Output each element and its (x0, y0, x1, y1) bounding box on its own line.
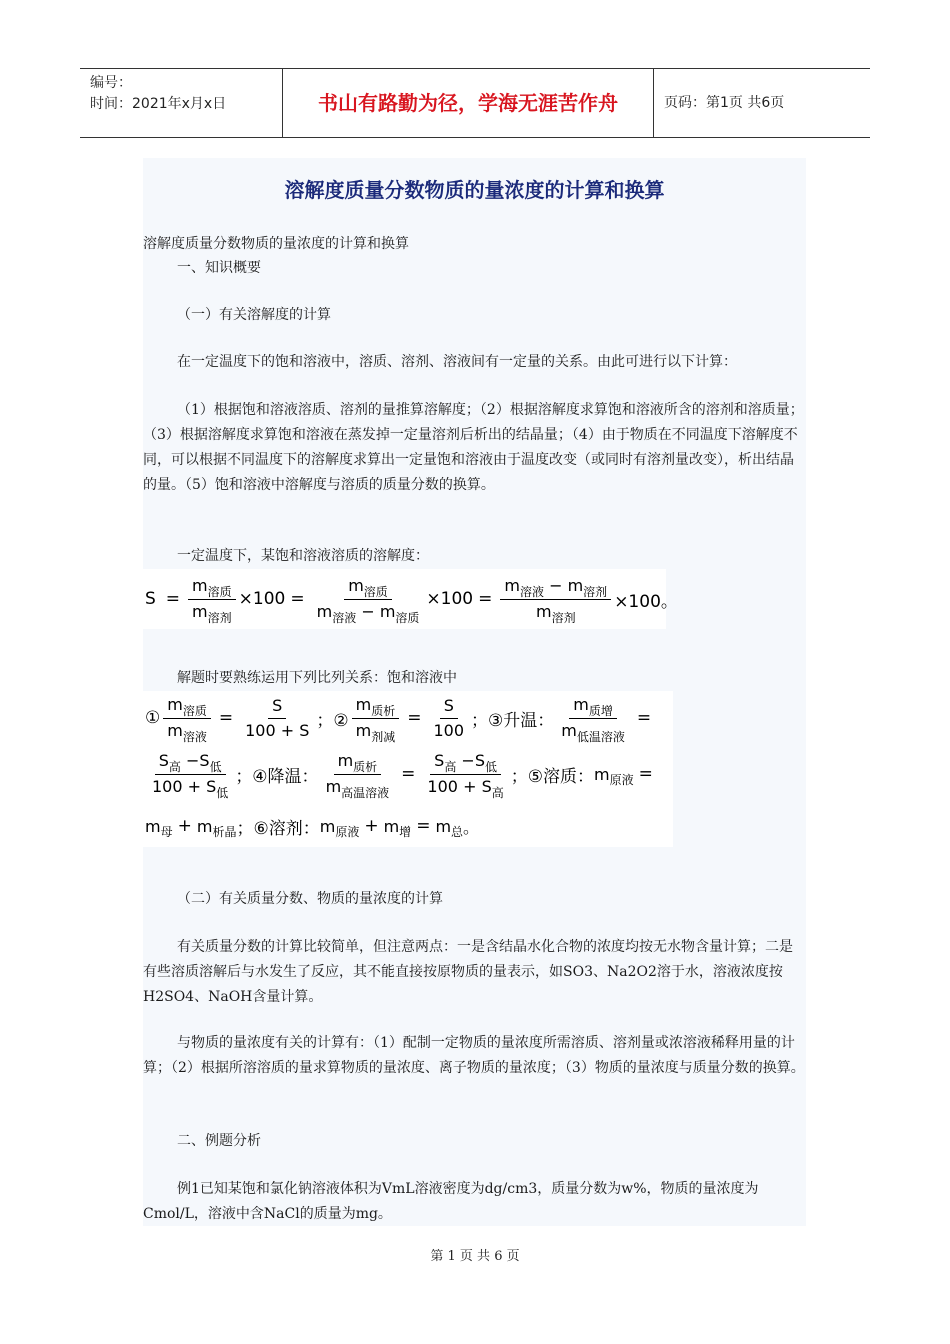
paragraph-molar-concentration: 与物质的量浓度有关的计算有：（1）配制一定物质的量浓度所需溶质、溶剂量或浓溶液稀释用量的计算；（2）根据所溶溶质的量求算物质的量浓度、离子物质的量浓度；（3）物质的量浓度与质量分数的换算。 (143, 1035, 805, 1076)
formula-equals: = (165, 589, 181, 609)
solubility-formula: S = $\frac{m_{溶质}}{m_{溶剂}}$ ×100 = $\frac{m_{溶质}}{m_{溶液} - m_{溶质}}$ ×100 = $\frac{m_{溶液} - m_{溶剂}}{m_{溶剂}}$ ×100。 (143, 569, 666, 629)
paragraph-calculation-types: （1）根据饱和溶液溶质、溶剂的量推算溶解度；（2）根据溶解度求算饱和溶液所含的溶剂和溶质量；（3）根据溶解度求算饱和溶液在蒸发掉一定量溶剂后析出的结晶量；（4）由于物质在不同温度下溶解度不同，可以根据不同温度下的溶解度求算出一定量饱和溶液由于温度改变（或同时有溶剂量改变），析出结晶的量。（5）饱和溶液中溶解度与溶质的质量分数的换算。 (143, 402, 804, 493)
paragraph-solubility-definition: 一定温度下，某饱和溶液溶质的溶解度： (177, 548, 429, 564)
article-body (143, 158, 806, 1226)
fraction-difference-over-solvent: $\frac{m_{溶液} - m_{溶剂}}{m_{溶剂}}$ (500, 576, 611, 623)
paragraph-subtitle: 溶解度质量分数物质的量浓度的计算和换算 (143, 236, 409, 252)
header-page-number: 页码：第1页 共6页 (664, 95, 785, 111)
subsection-heading-concentration: （二）有关质量分数、物质的量浓度的计算 (177, 891, 443, 907)
fraction-solute-over-solvent: $\frac{m_{溶质}}{m_{溶剂}}$ (188, 576, 236, 623)
paragraph-example-1: 例1已知某饱和氯化钠溶液体积为VmL溶液密度为dg/cm3，质量分数为w%，物质的量浓度为Cmol/L，溶液中含NaCl的质量为mg。 (143, 1181, 759, 1222)
document-number-label: 编号： (90, 75, 132, 91)
paragraph-solubility-intro: 在一定温度下的饱和溶液中，溶质、溶剂、溶液间有一定量的关系。由此可进行以下计算： (177, 354, 737, 370)
header-meta (80, 69, 282, 137)
page-footer: 第 1 页 共 6 页 (430, 1249, 520, 1264)
formula-row-1: ① $\frac{m_{溶质}}{m_{溶液}}$ = $\frac{S}{100 + S}$ ；② $\frac{m_{质析}}{m_{剂减}}$ = $\frac{S}{100}$ ；③升温： $\frac{m_{质增}}{m_{低温溶液}}$ = (145, 694, 652, 744)
proportion-formulas (143, 691, 673, 847)
article-title: 溶解度质量分数物质的量浓度的计算和换算 (284, 178, 665, 202)
section-heading-overview: 一、知识概要 (177, 260, 261, 276)
subsection-heading-solubility: （一）有关溶解度的计算 (177, 307, 331, 323)
formula-row-3: m 母 + m 析晶 ；⑥溶剂： m 原液 + m 增 = m 总 。 (145, 816, 480, 839)
formula-row-2: $\frac{S_高 -S_低}{100 + S_低}$ ；④降温： $\frac{m_{质析}}{m_{高温溶液}}$ = $\frac{S_高 -S_低}{100 + S_高}$ ；⑤溶质： m 原液 = (152, 750, 653, 800)
page-header (80, 68, 870, 138)
fraction-solute-over-difference: $\frac{m_{溶质}}{m_{溶液} - m_{溶质}}$ (316, 575, 420, 625)
formula-symbol-S: S (145, 589, 156, 609)
section-heading-examples: 二、例题分析 (177, 1133, 261, 1149)
formula-times-100: ×100 (238, 589, 286, 609)
paragraph-mass-fraction: 有关质量分数的计算比较简单，但注意两点：一是含结晶水化合物的浓度均按无水物含量计算；二是有些溶质溶解后与水发生了反应，其不能直接按原物质的量表示，如SO3、Na2O2溶于水，溶液浓度按H2SO4、NaOH含量计算。 (143, 939, 793, 1005)
paragraph-ratio-intro: 解题时要熟练运用下列比列关系：饱和溶液中 (177, 670, 457, 686)
header-motto: 书山有路勤为径，学海无涯苦作舟 (282, 69, 654, 137)
formula-end: ×100。 (614, 591, 678, 612)
document-date-label: 时间：2021年x月x日 (90, 96, 227, 112)
